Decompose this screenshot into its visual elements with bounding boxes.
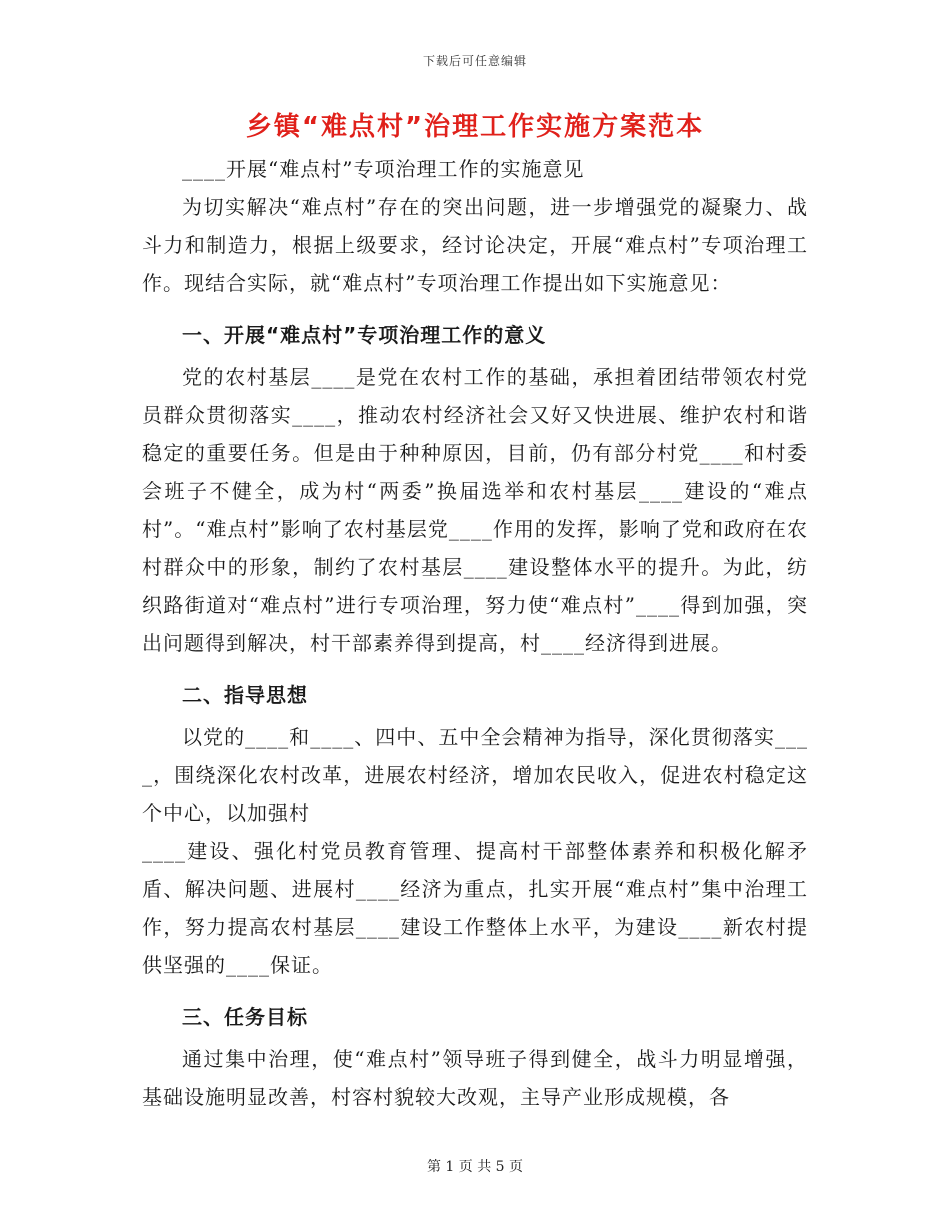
section-heading-3: 三、任务目标: [182, 1005, 308, 1029]
document-title: 乡镇“难点村”治理工作实施方案范本: [245, 112, 705, 142]
section-2-paragraph-2: ____建设、强化村党员教育管理、提高村干部整体素养和积极化解矛盾、解决问题、进展村____经济为重点，扎实开展“难点村”集中治理工作，努力提高农村基层____建设工作整体上水平，为建设____新农村提供坚强的____保证。: [142, 839, 808, 977]
header-note: 下载后可任意编辑: [422, 54, 527, 68]
section-heading-1: 一、开展“难点村”专项治理工作的意义: [182, 323, 547, 347]
subtitle-line: ____开展“难点村”专项治理工作的实施意见: [182, 157, 585, 181]
section-3-paragraph-1: 通过集中治理，使“难点村”领导班子得到健全，战斗力明显增强，基础设施明显改善，村容村貌较大改观，主导产业形成规模，各: [142, 1047, 808, 1109]
section-heading-2: 二、指导思想: [182, 683, 308, 707]
intro-paragraph: 为切实解决“难点村”存在的突出问题，进一步增强党的凝聚力、战斗力和制造力，根据上级要求，经讨论决定，开展“难点村”专项治理工作。现结合实际，就“难点村”专项治理工作提出如下实施意见：: [142, 195, 808, 295]
section-2-paragraph-1: 以党的____和____、四中、五中全会精神为指导，深化贯彻落实____，围绕深化农村改革，进展农村经济，增加农民收入，促进农村稳定这个中心，以加强村: [142, 725, 808, 825]
document-body: [142, 150, 808, 1116]
page-footer: 第 1 页 共 5 页: [426, 1159, 524, 1175]
section-1-paragraph-1: 党的农村基层____是党在农村工作的基础，承担着团结带领农村党员群众贯彻落实____，推动农村经济社会又好又快进展、维护农村和谐稳定的重要任务。但是由于种种原因，目前，仍有部分村党____和村委会班子不健全，成为村“两委”换届选举和农村基层____建设的“难点村”。“难点村”影响了农村基层党____作用的发挥，影响了党和政府在农村群众中的形象，制约了农村基层____建设整体水平的提升。为此，纺织路街道对“难点村”进行专项治理，努力使“难点村”____得到加强，突出问题得到解决，村干部素养得到提高，村____经济得到进展。: [142, 365, 808, 655]
